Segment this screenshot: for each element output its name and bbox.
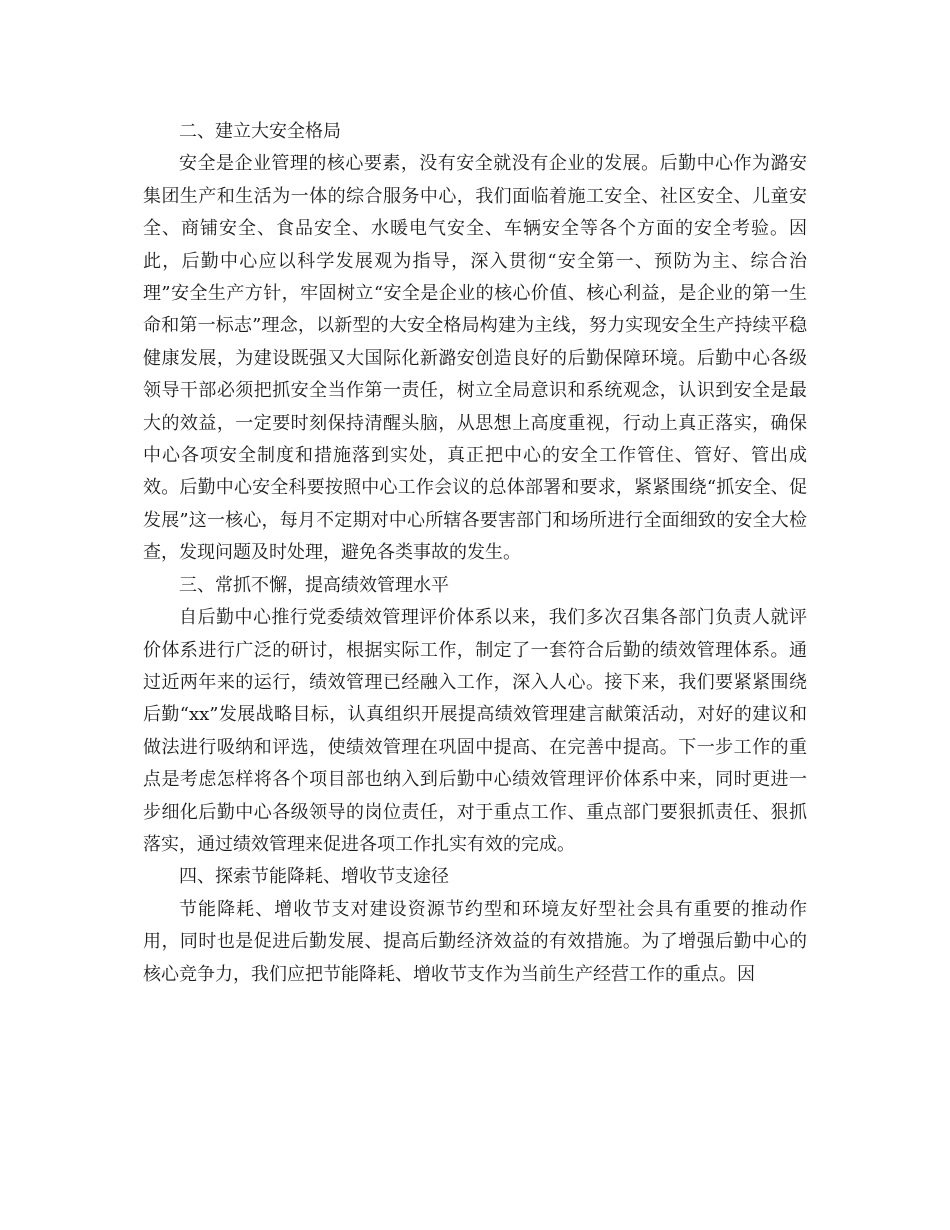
section-heading-2: 二、建立大安全格局 [179, 121, 341, 142]
paragraph-performance: 自后勤中心推行党委绩效管理评价体系以来，我们多次召集各部门负责人就评价体系进行广泛的研讨，根据实际工作，制定了一套符合后勤的绩效管理体系。通过近两年来的运行，绩效管理已经融入工作，深入人心。接下来，我们要紧紧围绕后勤“xx”发展战略目标，认真组织开展提高绩效管理建言献策活动，对好的建议和做法进行吸纳和评选，使绩效管理在巩固中提高、在完善中提高。下一步工作的重点是考虑怎样将各个项目部也纳入到后勤中心绩效管理评价体系中来，同时更进一步细化后勤中心各级领导的岗位责任，对于重点工作、重点部门要狠抓责任、狠抓落实，通过绩效管理来促进各项工作扎实有效的完成。 [143, 607, 807, 855]
section-heading-3: 三、常抓不懈，提高绩效管理水平 [179, 574, 449, 596]
document-body [143, 116, 807, 991]
paragraph-safety: 安全是企业管理的核心要素，没有安全就没有企业的发展。后勤中心作为潞安集团生产和生活为一体的综合服务中心，我们面临着施工安全、社区安全、儿童安全、商铺安全、食品安全、水暖电气安全、车辆安全等各个方面的安全考验。因此，后勤中心应以科学发展观为指导，深入贯彻“安全第一、预防为主、综合治理”安全生产方针，牢固树立“安全是企业的核心价值、核心利益，是企业的第一生命和第一标志”理念，以新型的大安全格局构建为主线，努力实现安全生产持续平稳健康发展，为建设既强又大国际化新潞安创造良好的后勤保障环境。后勤中心各级领导干部必须把抓安全当作第一责任，树立全局意识和系统观念，认识到安全是最大的效益，一定要时刻保持清醒头脑，从思想上高度重视，行动上真正落实，确保中心各项安全制度和措施落到实处，真正把中心的安全工作管住、管好、管出成效。后勤中心安全科要按照中心工作会议的总体部署和要求，紧紧围绕“抓安全、促发展”这一核心，每月不定期对中心所辖各要害部门和场所进行全面细致的安全大检查，发现问题及时处理，避免各类事故的发生。 [143, 153, 807, 564]
section-heading-4: 四、探索节能降耗、增收节支途径 [179, 866, 449, 888]
paragraph-energy-saving: 节能降耗、增收节支对建设资源节约型和环境友好型社会具有重要的推动作用，同时也是促进后勤发展、提高后勤经济效益的有效措施。为了增强后勤中心的核心竞争力，我们应把节能降耗、增收节支作为当前生产经营工作的重点。因 [143, 898, 807, 985]
